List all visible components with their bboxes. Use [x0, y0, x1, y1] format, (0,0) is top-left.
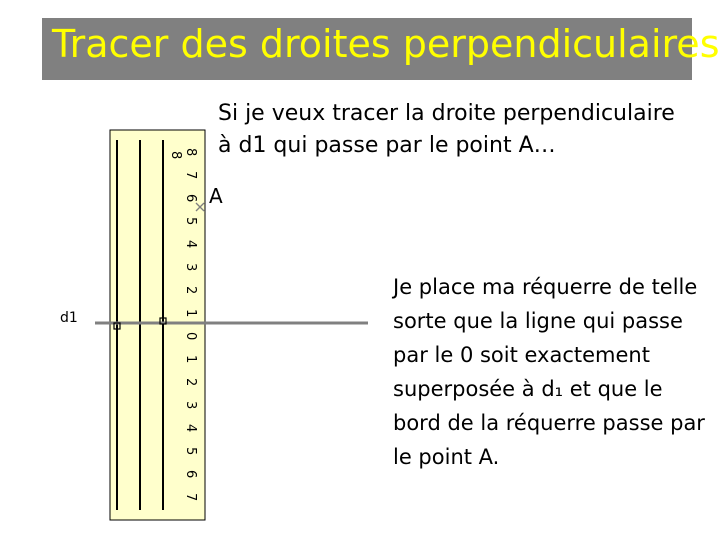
ruler-tick-15: 7	[183, 493, 198, 502]
ruler-extra-tick: 8	[168, 151, 183, 160]
ruler-tick-10: 2	[183, 378, 198, 387]
ruler-tick-3: 5	[183, 217, 198, 226]
explanation-paragraph: Je place ma réquerre de telle sorte que la ligne qui passe par le 0 soit exactement superposée à d₁ et que le bord de la réquerre passe par le point A.	[393, 275, 705, 469]
ruler-tick-8: 0	[183, 332, 198, 341]
point-a-label: A	[209, 184, 223, 208]
ruler-tick-7: 1	[183, 309, 198, 318]
slide-title: Tracer des droites perpendiculaires	[52, 22, 720, 66]
line-d1-label: d1	[60, 310, 78, 326]
ruler-tick-13: 5	[183, 447, 198, 456]
ruler-tick-9: 1	[183, 355, 198, 364]
set-square	[110, 130, 205, 520]
ruler-tick-1: 7	[183, 171, 198, 180]
intro-line-2: à d1 qui passe par le point A…	[218, 133, 556, 158]
ruler-tick-2: 6	[183, 194, 198, 203]
ruler-tick-11: 3	[183, 401, 198, 410]
intro-line-1: Si je veux tracer la droite perpendiculaire	[218, 101, 675, 126]
ruler-tick-0: 8	[183, 148, 198, 157]
ruler-tick-14: 6	[183, 470, 198, 479]
ruler-tick-5: 3	[183, 263, 198, 272]
ruler-tick-4: 4	[183, 240, 198, 249]
ruler-tick-6: 2	[183, 286, 198, 295]
ruler-tick-12: 4	[183, 424, 198, 433]
